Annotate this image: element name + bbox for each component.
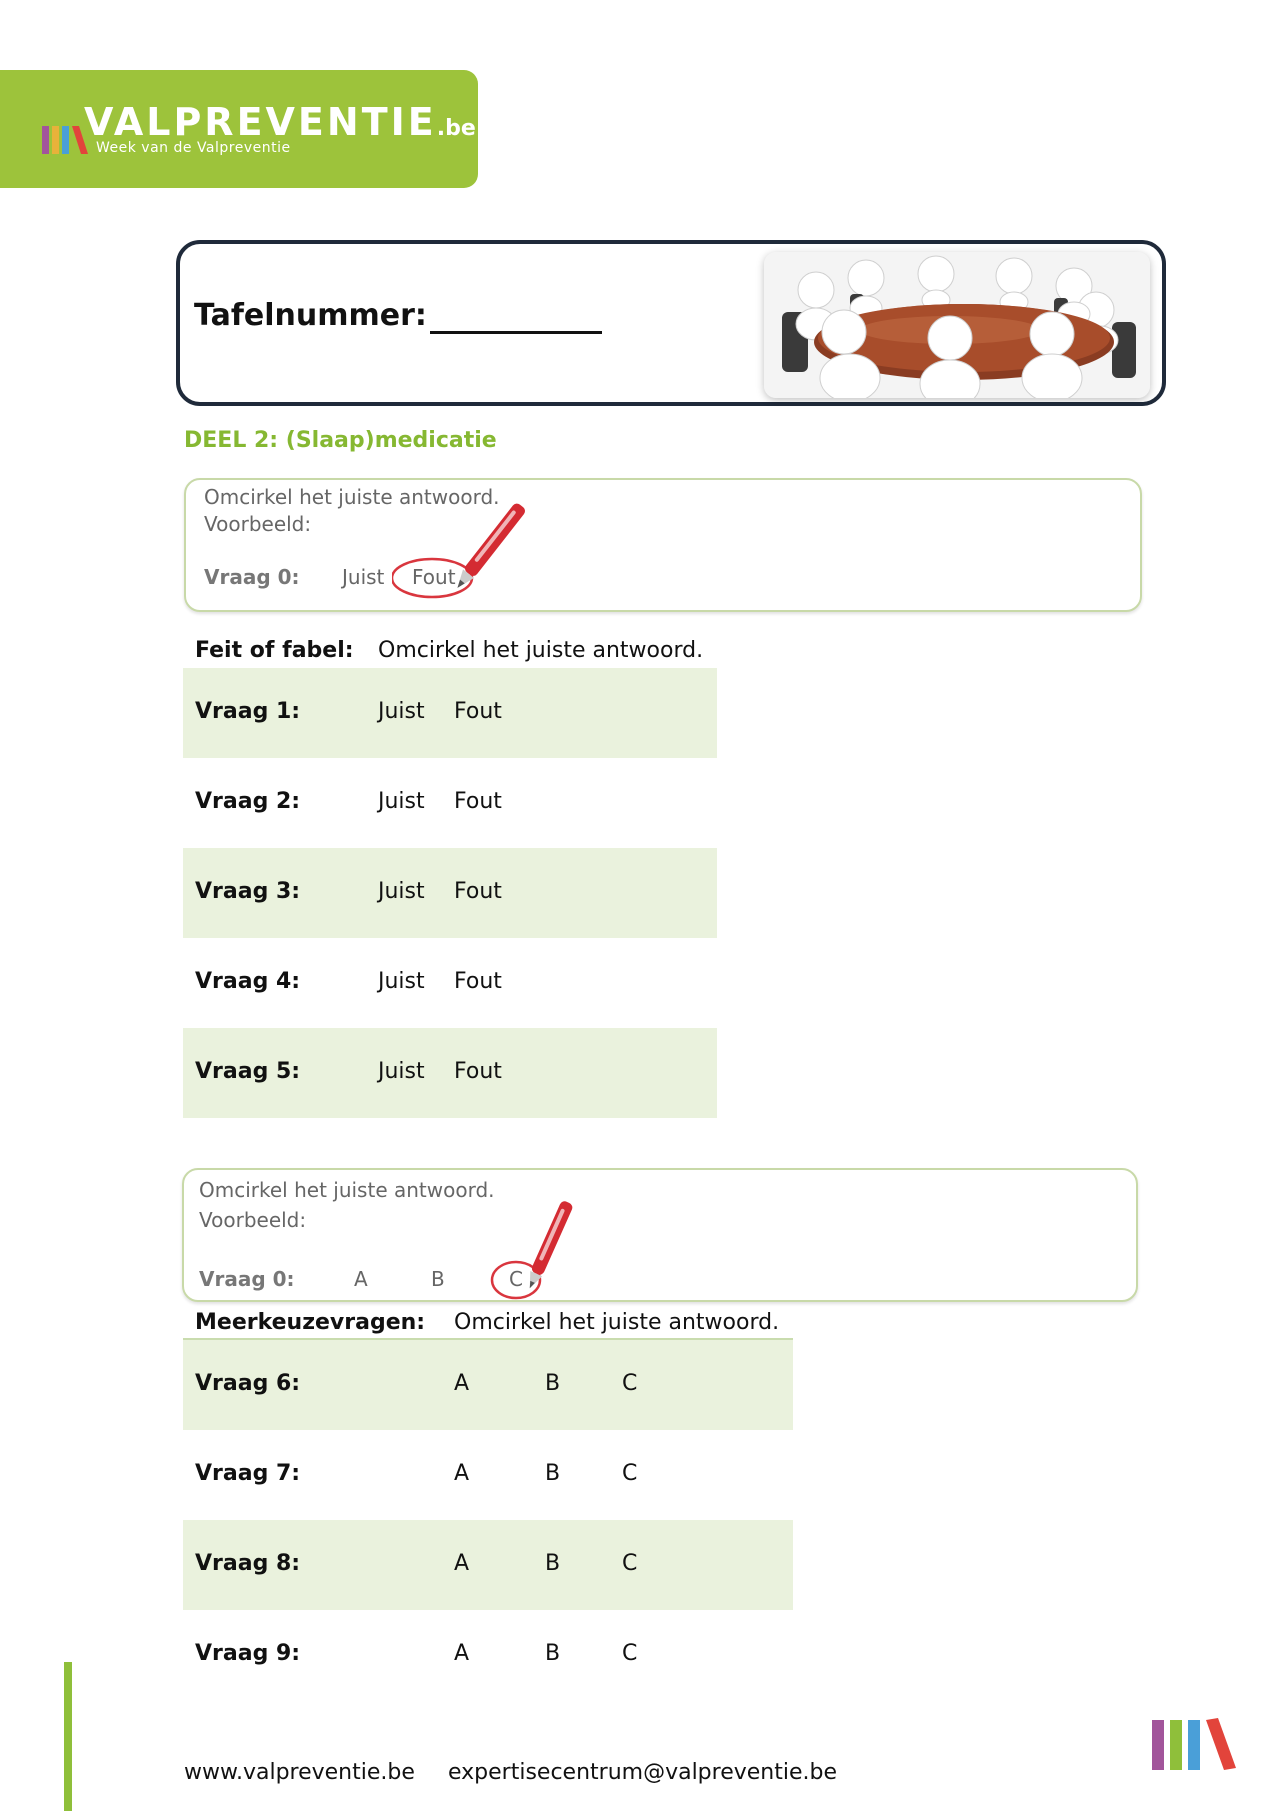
question-row-2: [183, 758, 717, 848]
option-fout[interactable]: Fout: [454, 969, 502, 994]
example-option-fout: Fout: [412, 565, 456, 589]
option-a[interactable]: A: [454, 1461, 470, 1486]
option-b[interactable]: B: [545, 1551, 561, 1576]
question-label: Vraag 3:: [195, 879, 301, 904]
option-juist[interactable]: Juist: [378, 879, 425, 904]
multiple-choice-label: Meerkeuzevragen:: [195, 1310, 426, 1335]
option-fout[interactable]: Fout: [454, 1059, 502, 1084]
example-question-label: Vraag 0:: [199, 1267, 295, 1291]
question-row-3: [183, 848, 717, 938]
footer-accent-bar: [64, 1662, 72, 1811]
question-label: Vraag 2:: [195, 789, 301, 814]
option-fout[interactable]: Fout: [454, 789, 502, 814]
true-false-instruction: Omcirkel het juiste antwoord.: [378, 638, 704, 663]
logo-wordmark: VALPREVENTIE.be: [84, 100, 476, 144]
option-juist[interactable]: Juist: [378, 969, 425, 994]
true-false-label: Feit of fabel:: [195, 638, 354, 663]
question-label: Vraag 7:: [195, 1461, 301, 1486]
example-instruction: Omcirkel het juiste antwoord.: [199, 1178, 495, 1202]
option-c[interactable]: C: [622, 1461, 638, 1486]
option-a[interactable]: A: [454, 1551, 470, 1576]
example-label: Voorbeeld:: [204, 512, 312, 536]
question-label: Vraag 9:: [195, 1641, 301, 1666]
multiple-choice-instruction: Omcirkel het juiste antwoord.: [454, 1310, 780, 1335]
section-title: DEEL 2: (Slaap)medicatie: [184, 428, 497, 453]
question-label: Vraag 4:: [195, 969, 301, 994]
option-juist[interactable]: Juist: [378, 699, 425, 724]
table-number-label: Tafelnummer:: [194, 298, 427, 333]
question-row-9: [183, 1610, 793, 1700]
option-a[interactable]: A: [454, 1641, 470, 1666]
question-row-6: [183, 1340, 793, 1430]
option-fout[interactable]: Fout: [454, 879, 502, 904]
option-b[interactable]: B: [545, 1371, 561, 1396]
question-row-8: [183, 1520, 793, 1610]
question-row-5: [183, 1028, 717, 1118]
footer-website-link[interactable]: www.valpreventie.be: [184, 1760, 415, 1785]
example-option-b: B: [431, 1267, 445, 1291]
logo-subtitle: Week van de Valpreventie: [96, 140, 291, 156]
option-c[interactable]: C: [622, 1371, 638, 1396]
meeting-illustration: [764, 252, 1150, 398]
option-a[interactable]: A: [454, 1371, 470, 1396]
question-row-7: [183, 1430, 793, 1520]
question-label: Vraag 6:: [195, 1371, 301, 1396]
footer-email-link[interactable]: expertisecentrum@valpreventie.be: [448, 1760, 838, 1785]
logo-bars-icon: [42, 124, 88, 154]
option-fout[interactable]: Fout: [454, 699, 502, 724]
question-label: Vraag 1:: [195, 699, 301, 724]
pen-circle-icon: [392, 500, 542, 610]
question-row-1: [183, 668, 717, 758]
option-c[interactable]: C: [622, 1641, 638, 1666]
table-number-blank: [430, 331, 602, 334]
option-juist[interactable]: Juist: [378, 789, 425, 814]
example-option-a: A: [354, 1267, 368, 1291]
footer-logo-bars-icon: [1150, 1716, 1238, 1772]
example-question-label: Vraag 0:: [204, 565, 300, 589]
example-label: Voorbeeld:: [199, 1208, 307, 1232]
example-instruction: Omcirkel het juiste antwoord.: [204, 485, 500, 509]
example-option-c: C: [509, 1267, 523, 1291]
question-label: Vraag 8:: [195, 1551, 301, 1576]
option-b[interactable]: B: [545, 1461, 561, 1486]
option-b[interactable]: B: [545, 1641, 561, 1666]
option-c[interactable]: C: [622, 1551, 638, 1576]
question-row-4: [183, 938, 717, 1028]
question-label: Vraag 5:: [195, 1059, 301, 1084]
option-juist[interactable]: Juist: [378, 1059, 425, 1084]
pen-circle-icon: [486, 1196, 596, 1306]
example-option-juist: Juist: [342, 565, 385, 589]
